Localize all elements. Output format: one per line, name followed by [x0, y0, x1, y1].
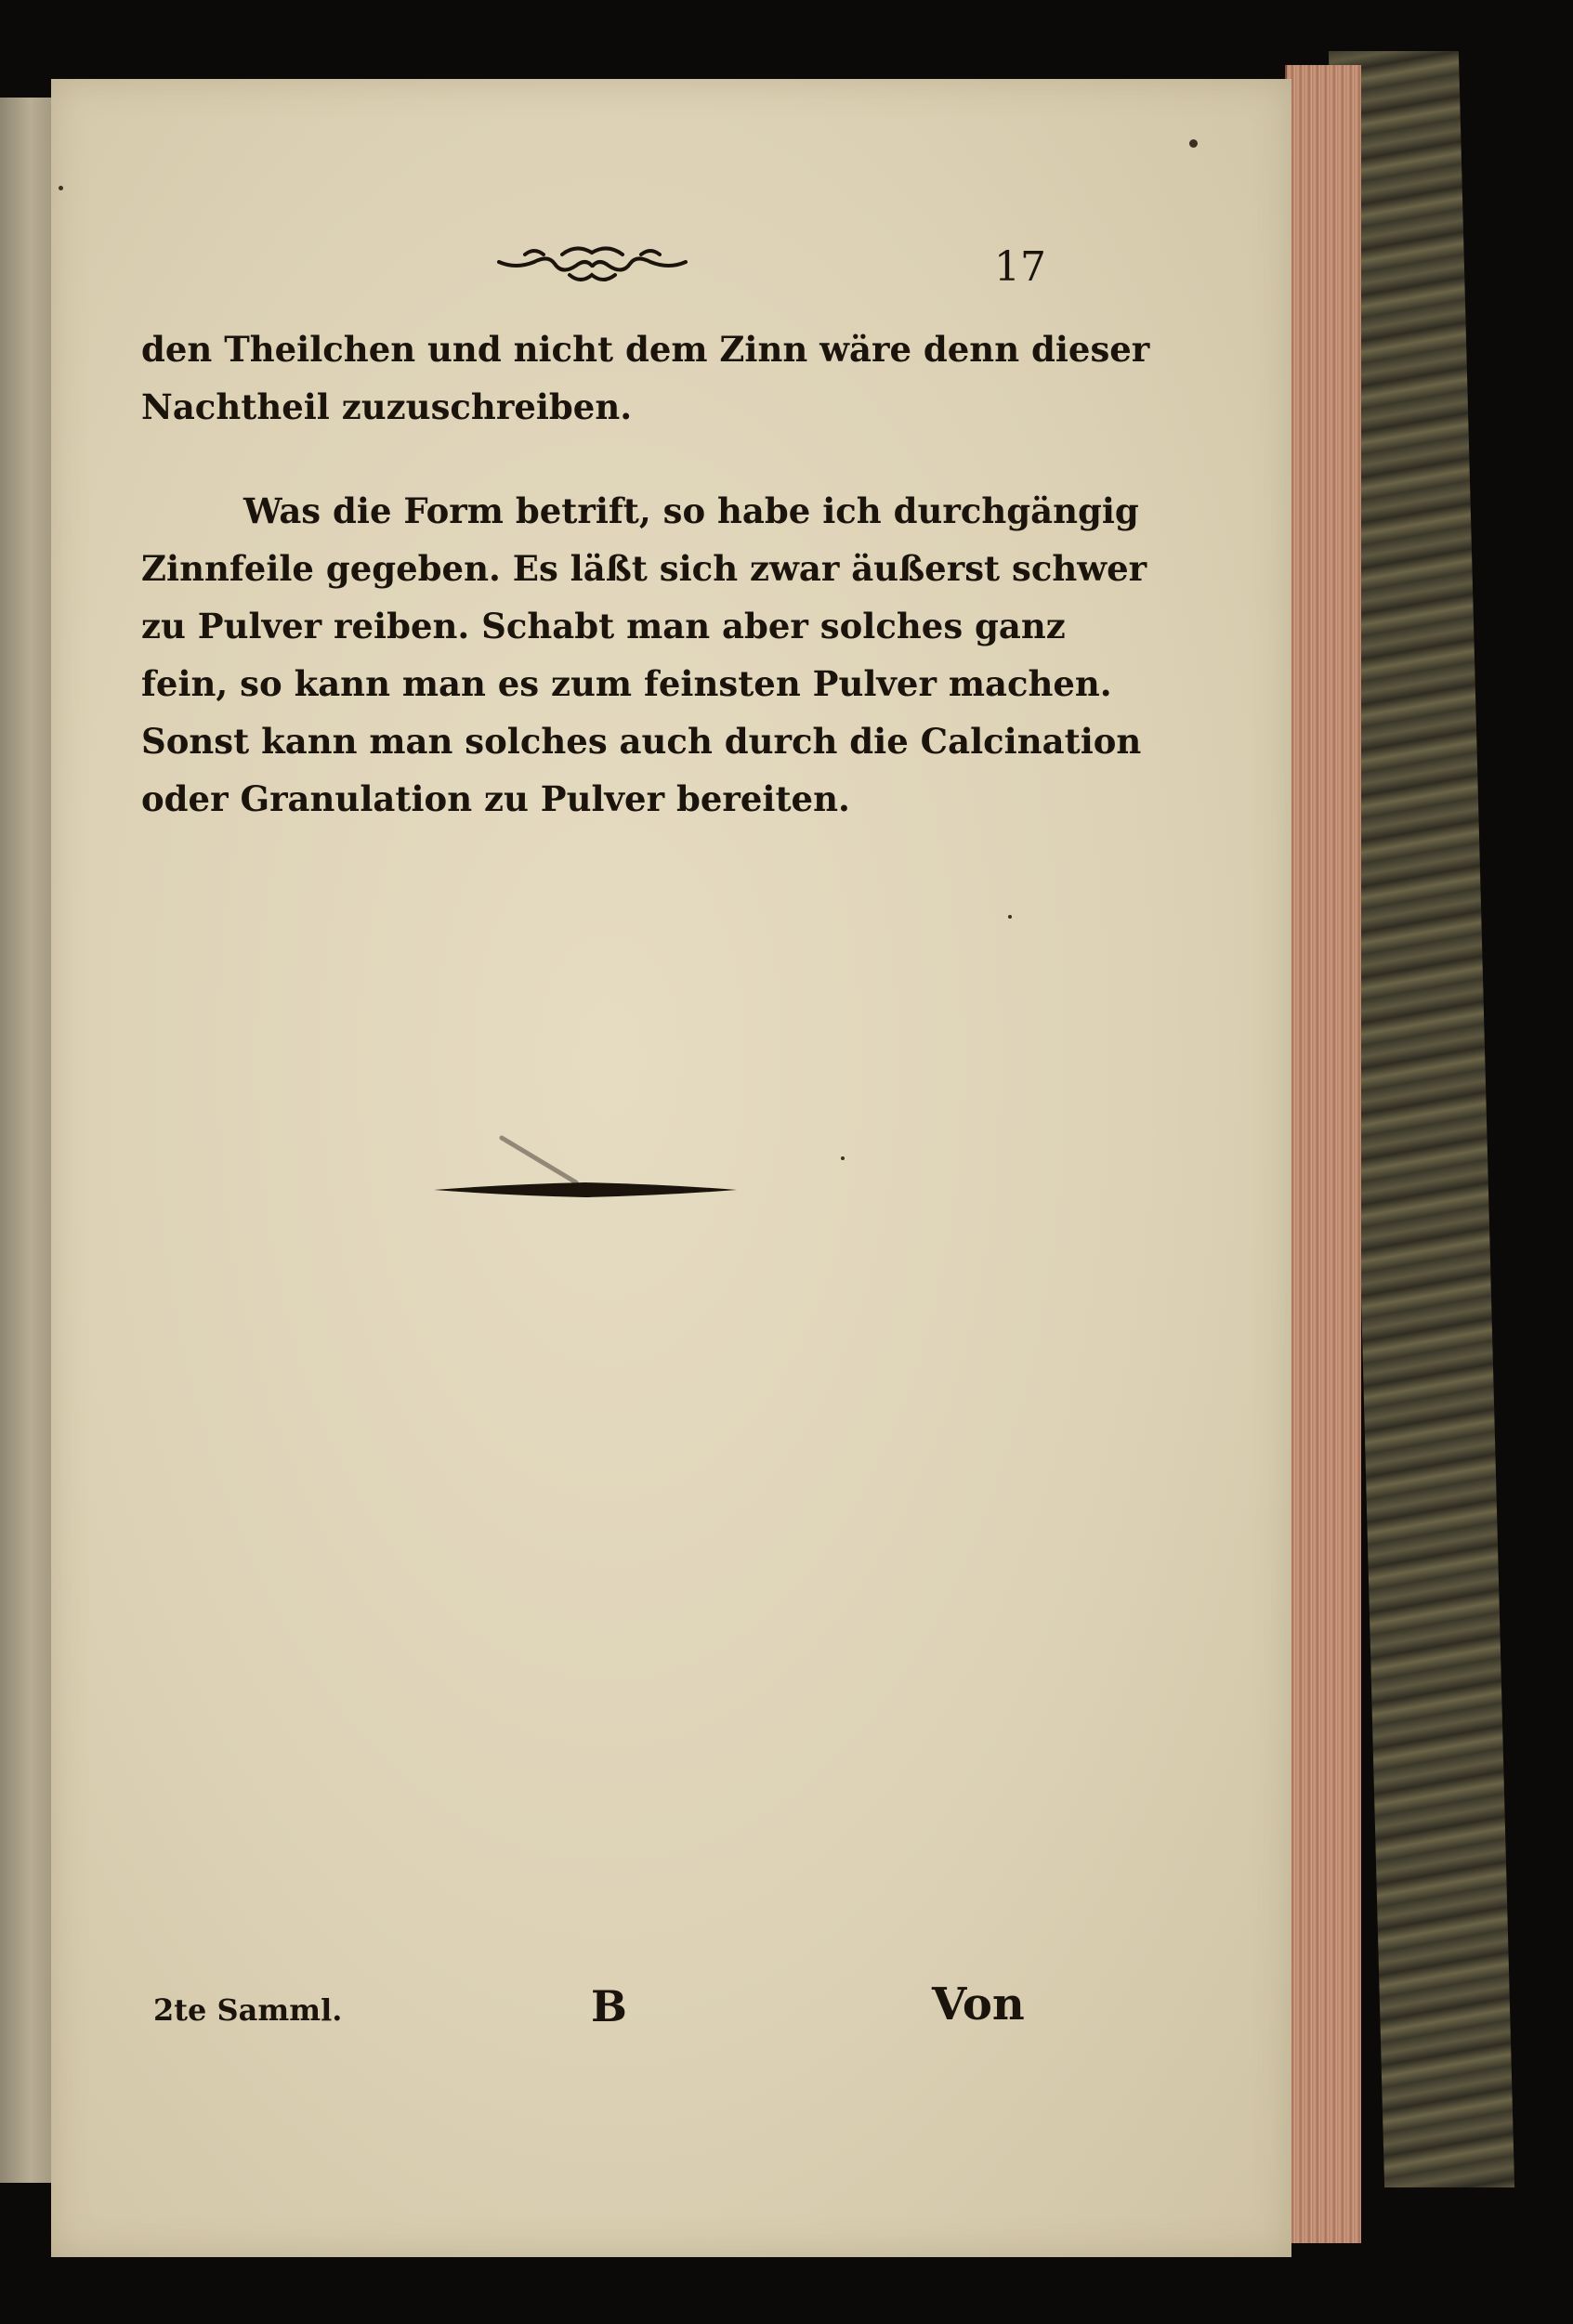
- text-line: oder Granulation zu Pulver bereiten.: [141, 778, 850, 819]
- text-line: Zinnfeile gegeben. Es läßt sich zwar äußerst schwer: [141, 548, 1147, 589]
- signature-line: 2te Samml.: [153, 1992, 343, 2028]
- page-number: 17: [994, 243, 1046, 291]
- paper-speck: [59, 186, 63, 190]
- text-line: Sonst kann man solches auch durch die Calcination: [141, 721, 1142, 762]
- page-block-edges: [1285, 65, 1361, 2243]
- body-text: [141, 320, 1150, 828]
- paper-speck: [841, 1156, 845, 1160]
- text-line: zu Pulver reiben. Schabt man aber solches ganz: [141, 606, 1066, 646]
- left-page-edge: [0, 98, 53, 2183]
- catchword: Von: [932, 1978, 1025, 2030]
- text-line: Was die Form betrift, so habe ich durchgängig: [243, 490, 1139, 531]
- paper-speck: [1189, 139, 1198, 148]
- text-line: den Theilchen und nicht dem Zinn wäre denn dieser: [141, 329, 1150, 370]
- section-end-rule: [432, 1129, 739, 1203]
- signature-mark: B: [591, 1981, 627, 2031]
- paper-speck: [1008, 915, 1012, 919]
- scroll-ornament-icon: [497, 242, 688, 288]
- text-line: fein, so kann man es zum feinsten Pulver machen.: [141, 663, 1112, 704]
- text-line: Nachtheil zuzuschreiben.: [141, 386, 633, 427]
